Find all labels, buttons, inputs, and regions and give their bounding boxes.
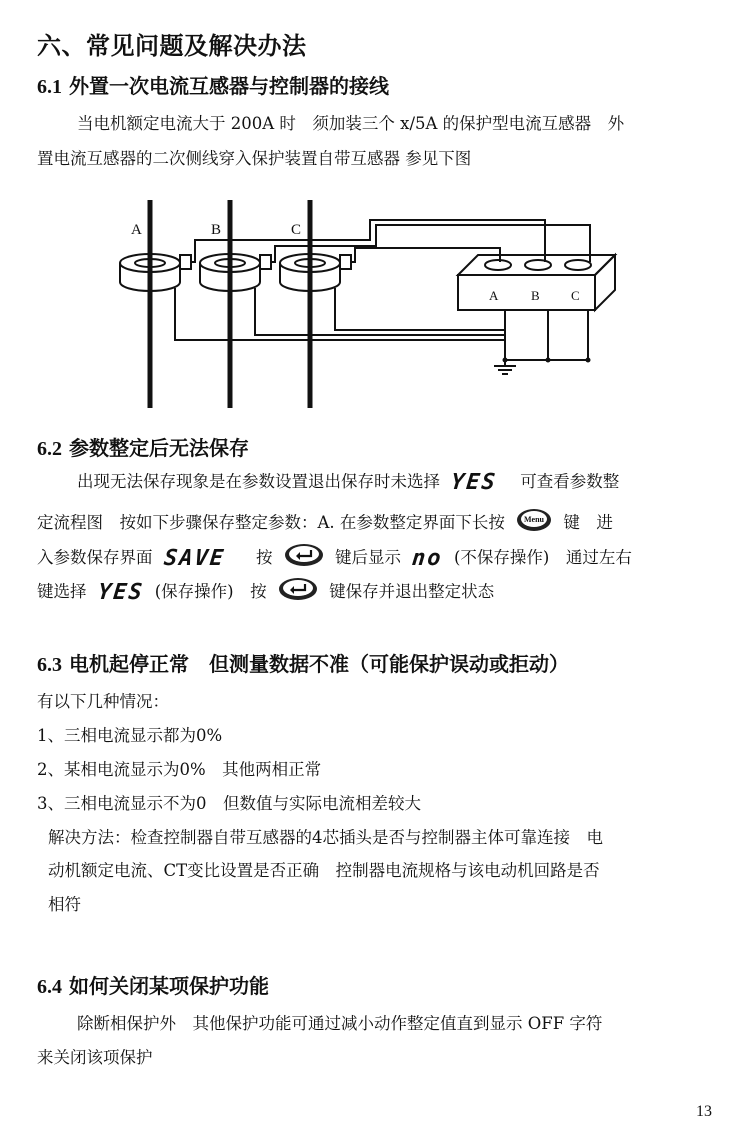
para-6-2-line3-text-a: 入参数保存界面 (37, 548, 153, 567)
heading-6-2-number: 6.2 (37, 438, 62, 460)
heading-6-4-title: 如何关闭某项保护功能 (68, 974, 269, 998)
current-transformer-c (280, 254, 351, 291)
heading-6-3-title: 电机起停正常 但测量数据不准（可能保护误动或拒动） (68, 652, 569, 676)
lcd-no-display: no (410, 546, 445, 571)
return-wire-a (175, 288, 505, 340)
para-6-4-line2: 来关闭该项保护 (37, 1048, 153, 1067)
menu-key-icon (516, 508, 552, 539)
list-item-3: 3、三相电流显示不为0 但数值与实际电流相差较大 (37, 794, 421, 813)
secondary-wire-b (271, 225, 590, 262)
para-6-2-line4 (37, 577, 494, 608)
controller-label-a: A (489, 288, 499, 303)
para-6-2-line1 (77, 470, 619, 495)
para-6-3-solution-line2: 动机额定电流、CT变比设置是否正确 控制器电流规格与该电动机回路是否 (48, 861, 600, 880)
heading-6-2 (37, 432, 249, 461)
enter-key-icon-2 (278, 577, 318, 608)
para-6-2-line1-text-b: 可查看参数整 (520, 472, 620, 491)
heading-6-2-title: 参数整定后无法保存 (68, 436, 249, 460)
section-title: 六、常见问题及解决办法 (37, 32, 307, 60)
ct-label-c: C (291, 222, 302, 238)
ground-symbol (494, 366, 516, 374)
para-6-2-line3-text-b: 按 (255, 548, 273, 567)
para-6-2-line4-text-a: 键选择 (37, 582, 87, 601)
para-6-1-line2: 置电流互感器的二次侧线穿入保护装置自带互感器 参见下图 (37, 149, 472, 168)
para-6-3-solution-line3: 相符 (48, 895, 81, 914)
para-6-2-line1-text-a: 出现无法保存现象是在参数设置退出保存时未选择 (77, 472, 440, 491)
enter-key-icon (284, 543, 324, 574)
para-6-2-line3-text-d: (不保存操作) 通过左右 (453, 548, 632, 567)
para-6-2-line2 (37, 508, 613, 539)
para-6-2-line3 (37, 543, 632, 574)
lcd-yes-display-2: YES (96, 580, 145, 605)
heading-6-1-number: 6.1 (37, 76, 62, 98)
heading-6-1-title: 外置一次电流互感器与控制器的接线 (68, 74, 389, 98)
para-6-4-line1: 除断相保护外 其他保护功能可通过减小动作整定值直到显示 OFF 字符 (77, 1014, 603, 1033)
current-transformer-a (120, 254, 191, 291)
ct-label-b: B (211, 222, 222, 238)
para-6-2-line2-text-a: 定流程图 按如下步骤保存整定参数：A. 在参数整定界面下长按 (37, 513, 505, 532)
heading-6-3-number: 6.3 (37, 654, 62, 676)
heading-6-3 (37, 648, 569, 677)
ct-wiring-diagram (0, 180, 750, 420)
heading-6-4 (37, 970, 269, 999)
para-6-2-line2-text-b: 键 进 (563, 513, 613, 532)
heading-6-4-number: 6.4 (37, 976, 62, 998)
list-item-2: 2、某相电流显示为0% 其他两相正常 (37, 760, 322, 779)
para-6-3-solution-line1: 解决方法：检查控制器自带互感器的4芯插头是否与控制器主体可靠连接 电 (48, 828, 603, 847)
heading-6-1 (37, 70, 389, 99)
para-6-2-line4-text-c: 键保存并退出整定状态 (329, 582, 495, 601)
return-wire-b (255, 288, 505, 335)
current-transformer-b (200, 254, 271, 291)
para-6-2-line3-text-c: 键后显示 (334, 548, 401, 567)
list-item-1: 1、三相电流显示都为0% (37, 726, 223, 745)
lcd-save-display: SAVE (162, 546, 227, 571)
para-6-3-intro: 有以下几种情况： (37, 692, 169, 711)
para-6-2-line4-text-b: (保存操作) 按 (154, 582, 267, 601)
para-6-1-line1: 当电机额定电流大于 200A 时 须加装三个 x/5A 的保护型电流互感器 外 (77, 114, 625, 133)
page-number: 13 (696, 1103, 712, 1120)
controller-label-b: B (531, 288, 540, 303)
ct-label-a: A (131, 222, 142, 238)
lcd-yes-display: YES (449, 470, 499, 495)
controller-label-c: C (571, 288, 580, 303)
menu-key-label: Menu (524, 515, 545, 524)
